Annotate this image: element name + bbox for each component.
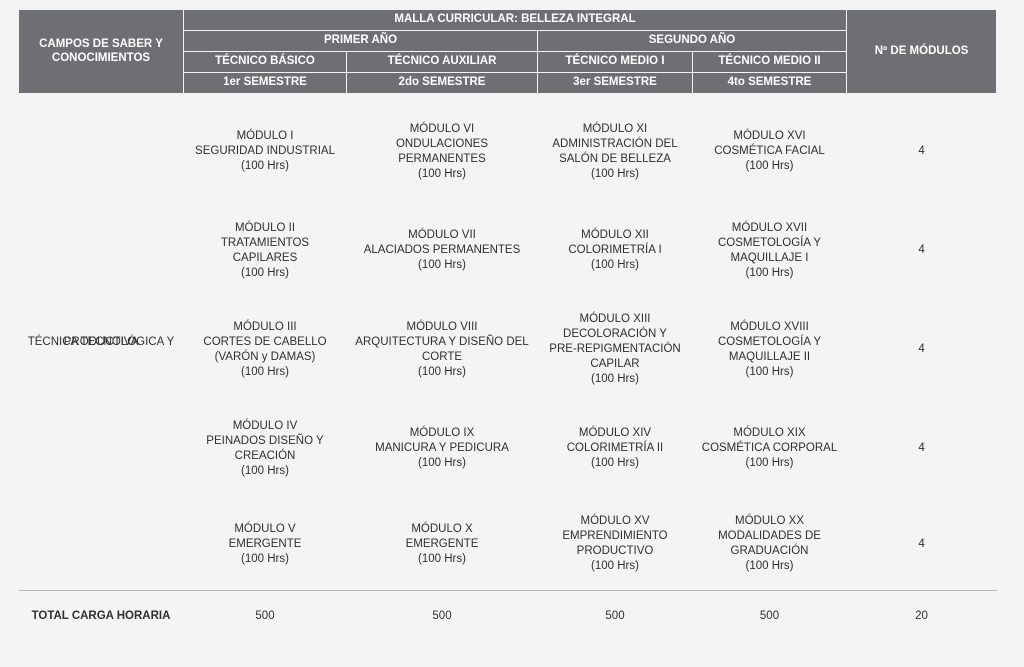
module-line: (100 Hrs) <box>418 259 466 271</box>
module-line: PRODUCTIVO <box>576 545 654 557</box>
module-cell <box>693 498 847 591</box>
module-line: MÓDULO XV <box>580 515 650 527</box>
module-count: 4 <box>847 300 997 399</box>
module-cell <box>693 201 847 300</box>
module-line: MAQUILLAJE II <box>728 350 811 363</box>
semester-header: 3er SEMESTRE <box>538 73 693 94</box>
module-line: CREACIÓN <box>234 449 296 462</box>
module-line: DECOLORACIÓN Y <box>563 328 667 340</box>
module-count: 4 <box>847 399 997 498</box>
module-cell <box>184 300 347 399</box>
module-line: (100 Hrs) <box>745 266 794 279</box>
module-line: ALACIADOS PERMANENTES <box>363 244 521 256</box>
module-line: SEGURIDAD INDUSTRIAL <box>195 145 335 157</box>
module-line: COLORIMETRÍA I <box>568 244 662 256</box>
total-label: TOTAL CARGA HORARIA <box>19 591 184 642</box>
module-line: MÓDULO I <box>236 130 294 142</box>
level-header: TÉCNICO MEDIO I <box>538 52 693 73</box>
module-line: (100 Hrs) <box>591 259 639 271</box>
module-line: (100 Hrs) <box>745 365 794 378</box>
module-count: 4 <box>847 201 997 300</box>
semester-header: 2do SEMESTRE <box>347 73 538 94</box>
module-line: EMERGENTE <box>228 537 302 550</box>
module-line: ARQUITECTURA Y DISEÑO DEL <box>355 335 529 348</box>
module-cell <box>347 300 538 399</box>
module-line: MÓDULO XIV <box>578 427 652 439</box>
module-cell <box>693 300 847 399</box>
module-line: (100 Hrs) <box>418 552 466 565</box>
primer-anio-header: PRIMER AÑO <box>184 31 538 52</box>
module-line: MÓDULO IV <box>232 419 298 432</box>
module-cell <box>347 201 538 300</box>
module-line: COSMÉTICA CORPORAL <box>701 442 838 454</box>
module-line: PRE-REPIGMENTACIÓN <box>549 343 681 355</box>
module-cell <box>693 102 847 201</box>
module-line: MÓDULO XVIII <box>730 320 809 333</box>
table-header <box>19 10 997 94</box>
total-value: 500 <box>693 591 847 642</box>
semester-header: 4to SEMESTRE <box>693 73 847 94</box>
level-header: TÉCNICO MEDIO II <box>693 52 847 73</box>
module-cell <box>347 102 538 201</box>
module-line: COLORIMETRÍA II <box>566 442 664 454</box>
module-line: ADMINISTRACIÓN DEL <box>552 137 678 150</box>
module-cell <box>184 399 347 498</box>
module-cell <box>538 300 693 399</box>
module-line: MÓDULO XVI <box>733 130 806 142</box>
module-line: MÓDULO III <box>233 320 297 333</box>
module-cell <box>538 102 693 201</box>
module-count: 4 <box>847 498 997 591</box>
module-line: MÓDULO XIX <box>733 427 806 439</box>
module-line: COSMETOLOGÍA Y <box>717 236 822 249</box>
semester-header: 1er SEMESTRE <box>184 73 347 94</box>
module-line: MODALIDADES DE <box>718 530 821 542</box>
module-line: MÓDULO XVII <box>731 221 808 234</box>
module-line: (100 Hrs) <box>418 457 466 469</box>
table-body <box>19 94 997 642</box>
module-line: CORTES DE CABELLO <box>203 335 327 348</box>
module-line: MÓDULO VII <box>408 229 476 241</box>
module-line: (100 Hrs) <box>745 457 794 469</box>
module-line: (100 Hrs) <box>745 160 794 172</box>
module-line: EMERGENTE <box>405 537 479 550</box>
module-line: MANICURA Y PEDICURA <box>375 442 509 454</box>
module-line: (100 Hrs) <box>241 160 289 172</box>
module-line: SALÓN DE BELLEZA <box>559 152 671 165</box>
campos-header: CAMPOS DE SABER Y CONOCIMIENTOS <box>19 10 184 94</box>
total-value: 500 <box>538 591 693 642</box>
module-cell <box>184 102 347 201</box>
level-header: TÉCNICO BÁSICO <box>184 52 347 73</box>
module-line: CAPILAR <box>590 358 640 370</box>
module-line: MÓDULO II <box>234 221 296 234</box>
module-line: MÓDULO XII <box>581 229 649 241</box>
module-line: COSMETOLOGÍA Y <box>717 335 822 348</box>
module-cell <box>693 399 847 498</box>
module-line: PEINADOS DISEÑO Y <box>206 434 324 447</box>
module-line: (100 Hrs) <box>591 457 639 469</box>
malla-title: MALLA CURRICULAR: BELLEZA INTEGRAL <box>184 10 847 31</box>
level-header: TÉCNICO AUXILIAR <box>347 52 538 73</box>
module-line: MÓDULO XX <box>735 515 805 527</box>
module-line: ONDULACIONES PERMANENTES <box>395 137 489 165</box>
module-line: (100 Hrs) <box>241 464 289 477</box>
module-cell <box>538 498 693 591</box>
module-line: (100 Hrs) <box>241 365 289 378</box>
module-cell <box>184 498 347 591</box>
module-line: CORTE <box>421 350 463 363</box>
module-cell <box>347 498 538 591</box>
module-line: MÓDULO V <box>234 522 296 535</box>
module-line: (100 Hrs) <box>745 560 794 572</box>
total-value: 500 <box>347 591 538 642</box>
total-value: 500 <box>184 591 347 642</box>
module-count: 4 <box>847 102 997 201</box>
module-line: TRATAMIENTOS CAPILARES <box>220 236 310 264</box>
campo-cell: TÉCNICA TECNOLÓGICA Y PRODUCTIVA <box>19 94 184 591</box>
module-cell <box>538 399 693 498</box>
module-line: MÓDULO XI <box>582 122 648 135</box>
module-line: MÓDULO VIII <box>406 320 478 333</box>
curriculum-table <box>18 9 997 641</box>
module-line: (100 Hrs) <box>418 167 466 180</box>
segundo-anio-header: SEGUNDO AÑO <box>538 31 847 52</box>
module-line: (VARÓN y DAMAS) <box>214 350 316 363</box>
module-line: EMPRENDIMIENTO <box>562 530 668 542</box>
num-modulos-header: Nº DE MÓDULOS <box>847 10 997 94</box>
module-line: (100 Hrs) <box>591 167 639 180</box>
module-line: GRADUACIÓN <box>730 545 809 557</box>
module-line: MÓDULO IX <box>409 427 475 439</box>
module-line: (100 Hrs) <box>241 552 289 565</box>
module-line: MÓDULO X <box>411 522 473 535</box>
module-line: (100 Hrs) <box>591 373 639 385</box>
module-cell <box>538 201 693 300</box>
module-line: MÓDULO XIII <box>579 313 651 325</box>
module-line: MÓDULO VI <box>409 122 475 135</box>
module-line: (100 Hrs) <box>418 365 466 378</box>
module-line: (100 Hrs) <box>591 560 639 572</box>
total-count: 20 <box>847 591 997 642</box>
module-line: MAQUILLAJE I <box>730 251 809 264</box>
module-line: (100 Hrs) <box>241 266 289 279</box>
total-row <box>19 591 997 642</box>
module-cell <box>347 399 538 498</box>
module-cell <box>184 201 347 300</box>
module-line: COSMÉTICA FACIAL <box>714 145 825 157</box>
